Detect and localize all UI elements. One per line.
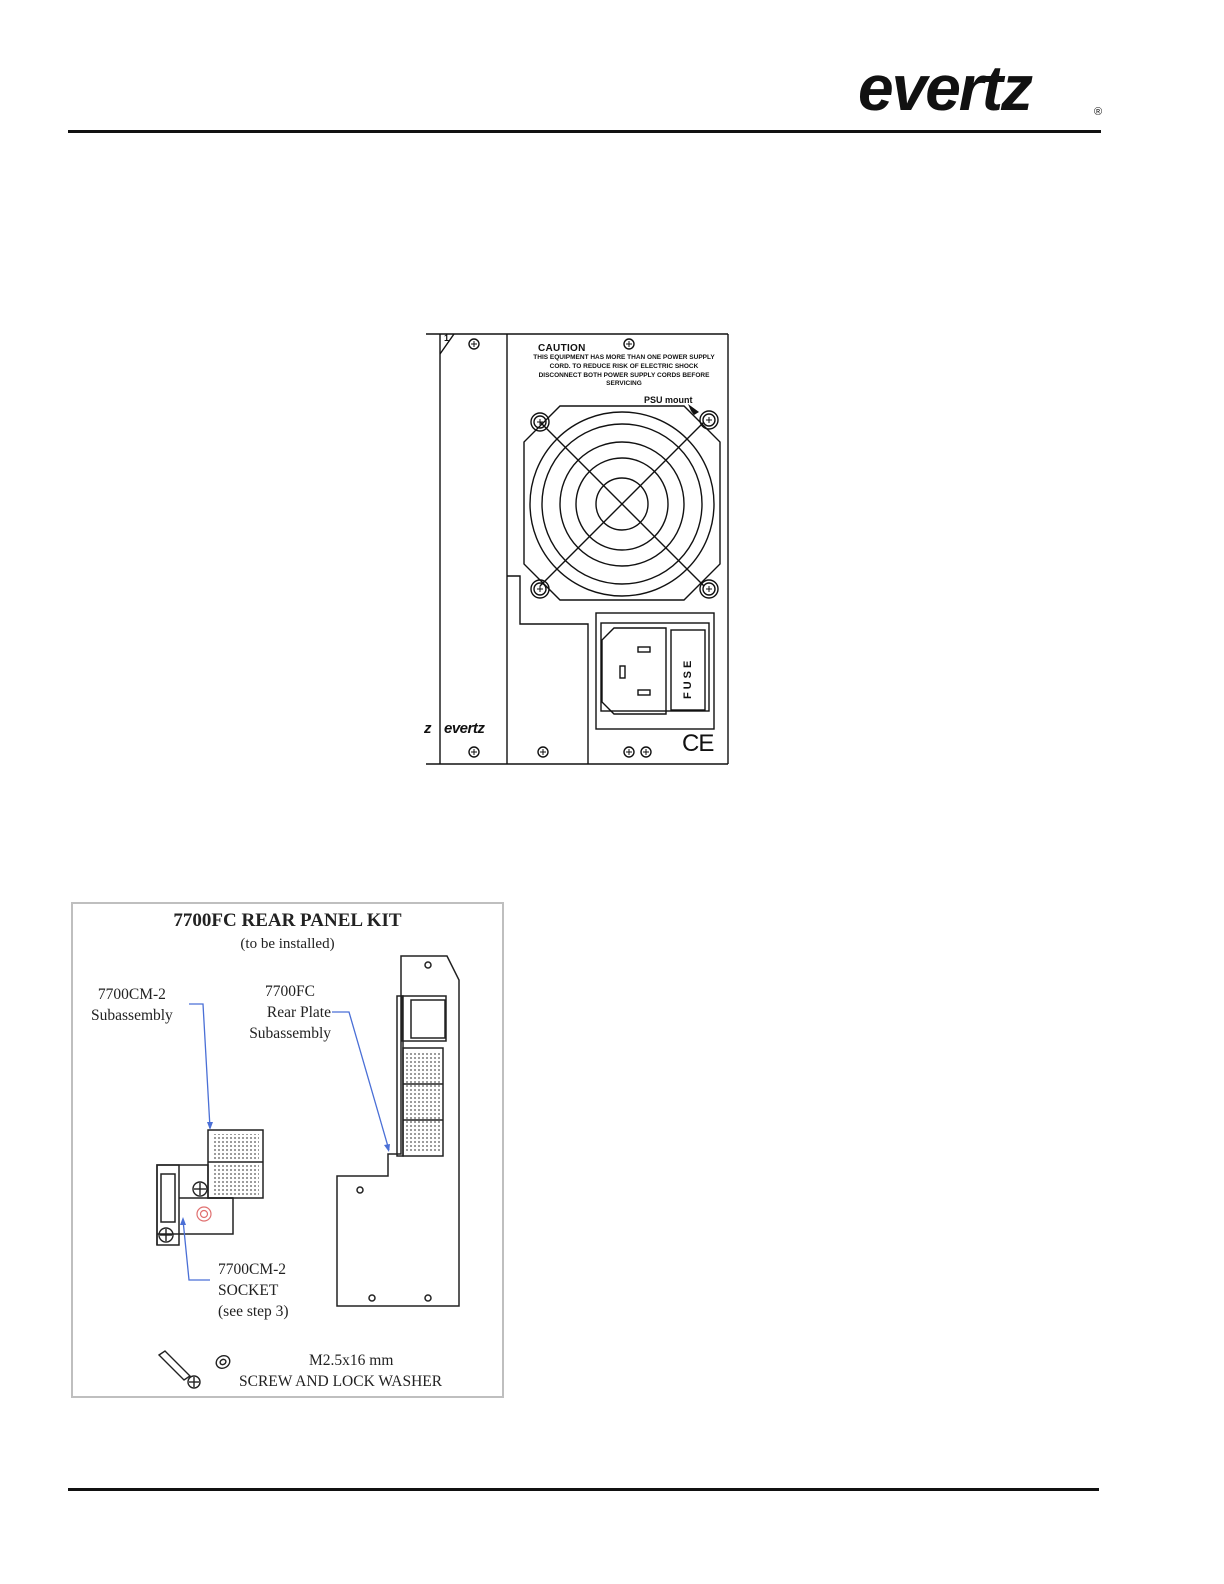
fc-label-line2: Rear Plate	[266, 1004, 331, 1021]
caution-text: THIS EQUIPMENT HAS MORE THAN ONE POWER SUPPLY CORD. TO REDUCE RISK OF ELECTRIC SHOCK DISCONNECT BOTH POWER SUPPLY CORDS BEFORE SERVICING	[533, 354, 715, 388]
socket-label-line2: SOCKET	[218, 1282, 279, 1299]
slot-number: 1	[444, 333, 450, 343]
socket-label-line1: 7700CM-2	[218, 1261, 287, 1278]
cm2-label-line1: 7700CM-2	[97, 986, 166, 1003]
kit-title: 7700FC REAR PANEL KIT	[173, 910, 402, 931]
psu-mount-label: PSU mount	[644, 395, 693, 405]
header-rule	[68, 130, 1101, 133]
rear-panel-figure	[424, 332, 730, 766]
fuse-label: FUSE	[682, 657, 694, 699]
kit-subtitle: (to be installed)	[240, 936, 335, 952]
rear-panel-kit-figure	[71, 902, 504, 1398]
panel-logo: evertz	[444, 720, 485, 737]
cm2-socket-label	[218, 1259, 289, 1322]
screw-size-label: M2.5x16 mm	[309, 1352, 394, 1369]
fc-label-line3: Subassembly	[249, 1025, 331, 1042]
fc-rear-plate-label	[235, 981, 331, 1044]
evertz-logo	[858, 52, 1108, 126]
neighbor-logo-fragment: z	[424, 720, 432, 737]
logo-wordmark: evertz	[858, 52, 1031, 124]
caution-title: CAUTION	[538, 343, 586, 354]
ce-mark: CE	[682, 730, 714, 757]
socket-label-line3: (see step 3)	[218, 1303, 289, 1320]
rear-panel-kit-drawing	[73, 904, 502, 1396]
cm2-label-line2: Subassembly	[91, 1007, 173, 1024]
cm2-subassembly-label	[91, 984, 173, 1026]
footer-rule	[68, 1488, 1099, 1491]
screw-description-label: SCREW AND LOCK WASHER	[239, 1373, 443, 1390]
registered-mark: ®	[1094, 106, 1103, 118]
fc-label-line1: 7700FC	[265, 983, 315, 1000]
